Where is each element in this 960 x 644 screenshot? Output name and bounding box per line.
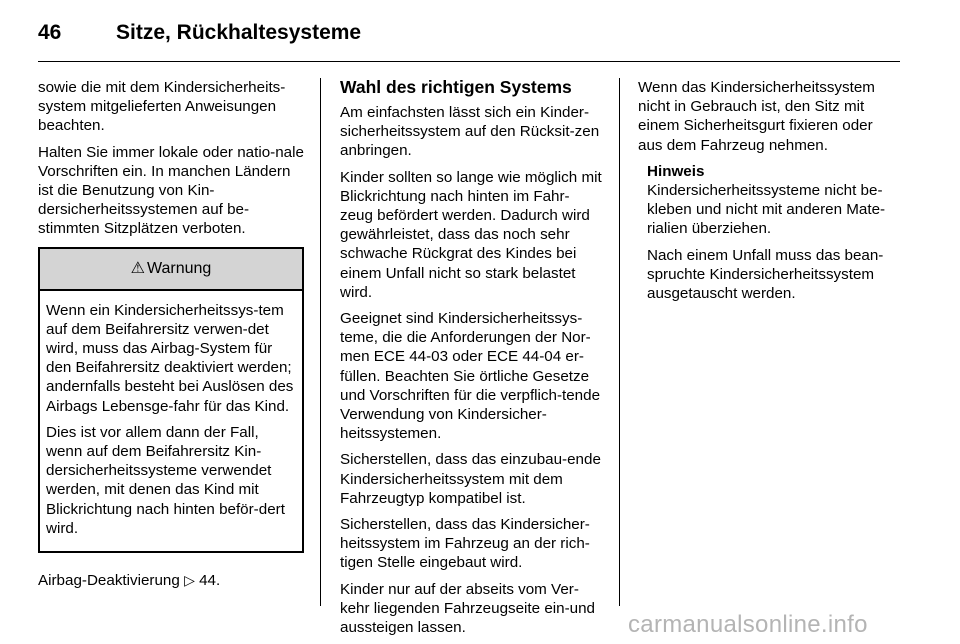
warning-triangle-icon: ⚠ — [130, 260, 145, 278]
paragraph: Sicherstellen, dass das Kindersicher-heitssystem im Fahrzeug an der rich-tigen Stelle eingebaut wird. — [340, 516, 590, 572]
warning-box — [38, 247, 304, 553]
xref-page: 44. — [199, 572, 221, 590]
paragraph: Am einfachsten lässt sich ein Kinder-sicherheitssystem auf den Rücksit-zen anbringen. — [340, 104, 600, 160]
page-number: 46 — [38, 21, 62, 44]
column-divider — [320, 78, 321, 606]
cross-reference[interactable] — [38, 571, 304, 590]
note-text: Kindersicherheitssysteme nicht be-kleben und nicht mit anderen Mate-rialien überziehen. — [647, 182, 886, 238]
section-heading: Wahl des richtigen Systems — [340, 77, 572, 97]
xref-arrow-icon: ▷ — [184, 572, 195, 589]
paragraph: Kinder sollten so lange wie möglich mit Blickrichtung nach hinten im Fahr-zeug befördert werden. Dadurch wird gewährleistet, dass das noch sehr schwache Rückgrat des Kindes bei einem Unfall nicht so stark belastet wird. — [340, 168, 602, 301]
paragraph: Kinder nur auf der abseits vom Ver-kehr liegenden Fahrzeugseite ein-und aussteigen lassen. — [340, 580, 595, 637]
warning-header — [40, 249, 302, 291]
note-text: Nach einem Unfall muss das bean-spruchte Kindersicherheitssystem ausgetauscht werden. — [647, 246, 884, 303]
paragraph: Sicherstellen, dass das einzubau-ende Kindersicherheitssystem mit dem Fahrzeugtyp kompatibel ist. — [340, 451, 601, 507]
column-divider — [619, 78, 620, 606]
paragraph: Halten Sie immer lokale oder natio-nale Vorschriften ein. In manchen Ländern ist die Benutzung von Kin-dersicherheitssystemen auf be-stimmten Sitzplätzen verboten. — [38, 143, 304, 238]
watermark: carmanualsonline.info — [628, 611, 868, 638]
column-right — [638, 78, 900, 310]
note-block — [638, 162, 900, 303]
page-header — [38, 18, 361, 48]
note-title: Hinweis — [647, 162, 705, 180]
xref-label: Airbag-Deaktivierung — [38, 572, 180, 590]
header-rule — [38, 61, 900, 62]
warning-text: Dies ist vor allem dann der Fall, wenn auf dem Beifahrersitz Kin-dersicherheitssysteme verwendet werden, mit denen das Kind mit Blickrichtung nach hinten beför-dert wird. — [46, 423, 285, 537]
page-title: Sitze, Rückhaltesysteme — [116, 21, 362, 44]
warning-body — [40, 291, 302, 551]
paragraph: sowie die mit dem Kindersicherheits-system mitgelieferten Anweisungen beachten. — [38, 79, 286, 135]
column-middle — [340, 78, 602, 644]
warning-text: Wenn ein Kindersicherheitssys-tem auf dem Beifahrersitz verwen-det wird, muss das Airbag-System für den Beifahrersitz deaktiviert werden; andernfalls besteht bei Auslösen des Airbags Lebensge-fahr für das Kind. — [46, 301, 294, 415]
column-left — [38, 78, 304, 597]
paragraph: Geeignet sind Kindersicherheitssys-teme, die die Anforderungen der Nor-men ECE 44-03 oder ECE 44-04 er-füllen. Beachten Sie örtliche Gesetze und Vorschriften für die verpflich-tende Verwendung von Kindersicher-heitssystemen. — [340, 310, 601, 443]
paragraph: Wenn das Kindersicherheitssystem nicht in Gebrauch ist, den Sitz mit einem Sicherheitsgurt fixieren oder aus dem Fahrzeug nehmen. — [638, 79, 875, 154]
warning-title: Warnung — [147, 260, 212, 278]
